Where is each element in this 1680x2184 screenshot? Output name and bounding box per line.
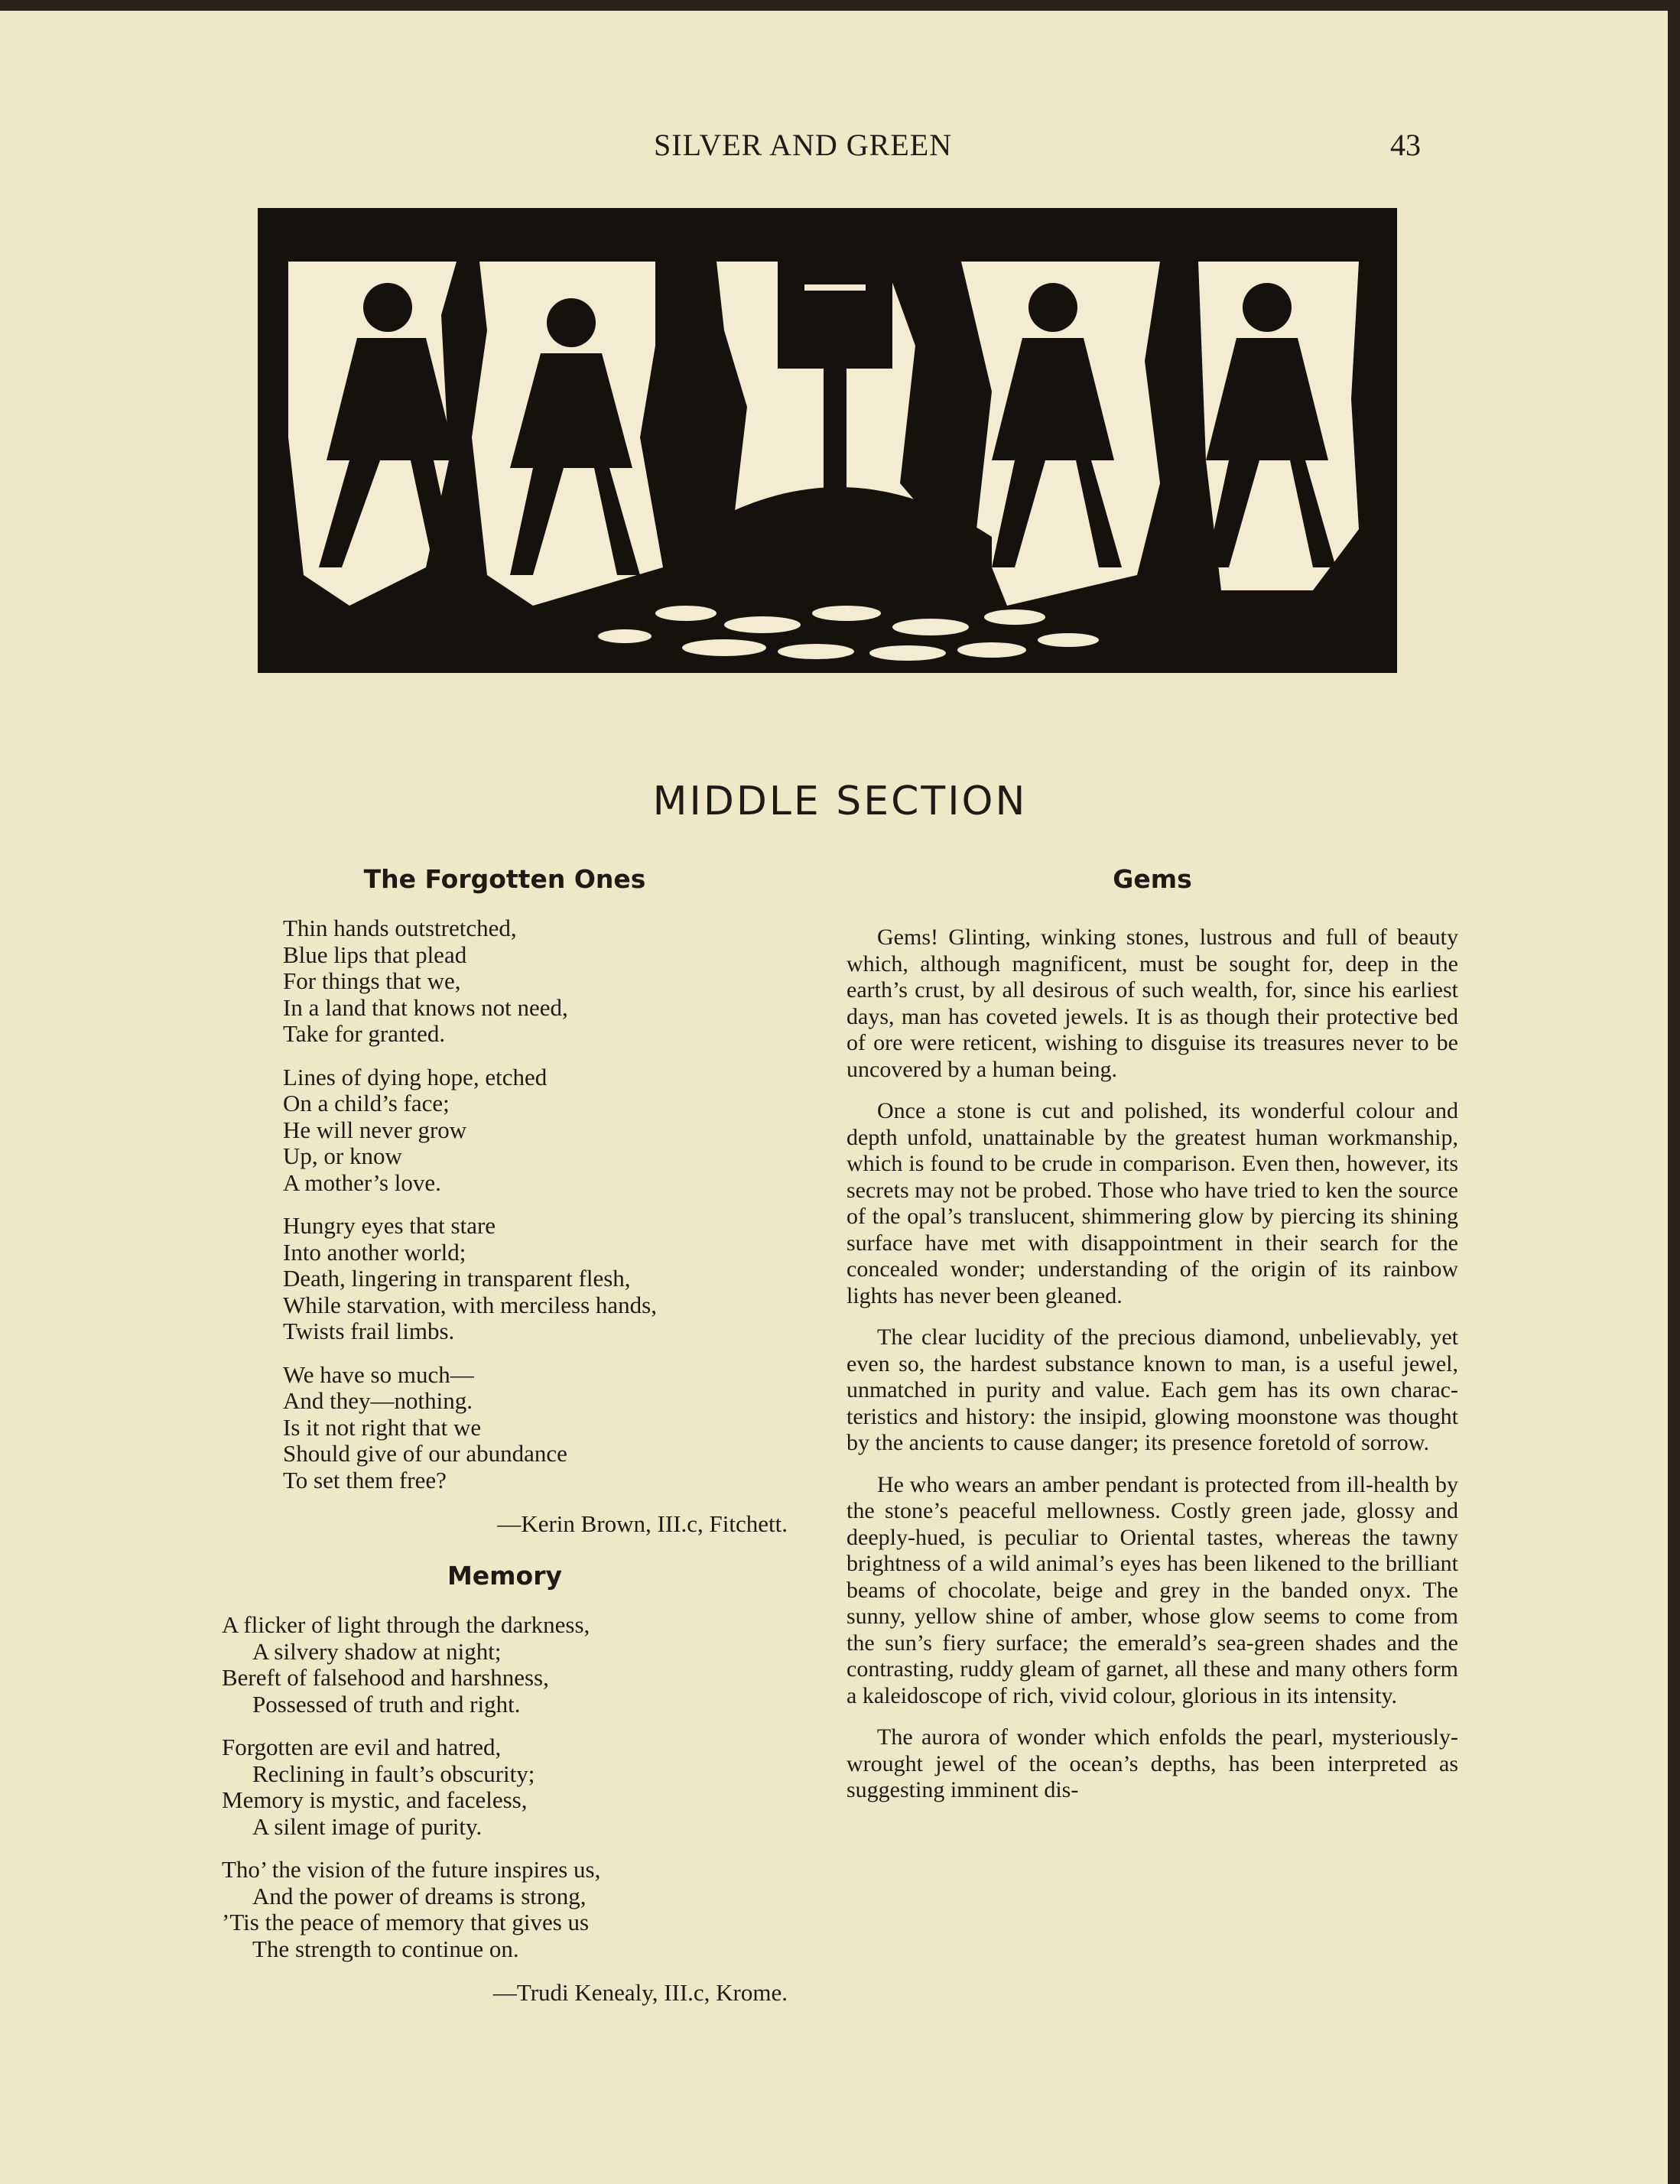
poem-forgotten-ones <box>222 864 788 1538</box>
poem-line: Take for granted. <box>283 1020 446 1047</box>
poem-line: Memory is mystic, and faceless, <box>222 1786 528 1813</box>
poem-memory <box>222 1561 788 2007</box>
poem-line: Blue lips that plead <box>283 941 467 968</box>
stanza <box>222 1734 788 1840</box>
poem-line: And they—nothing. <box>283 1387 473 1414</box>
poem-line: And the power of dreams is strong, <box>252 1882 587 1909</box>
poem-line: Twists frail limbs. <box>283 1318 455 1344</box>
poem-line: Death, lingering in transparent flesh, <box>283 1265 631 1292</box>
poem-line: ’Tis the peace of memory that gives us <box>222 1909 590 1935</box>
poem-line: In a land that knows not need, <box>283 993 568 1021</box>
stanza <box>222 1612 788 1718</box>
poem-line: A silvery shadow at night; <box>252 1637 502 1665</box>
page-number: 43 <box>1390 128 1421 162</box>
poem-line: For things that we, <box>283 967 461 994</box>
poem-line: To set them free? <box>283 1466 447 1493</box>
poem-line: Is it not right that we <box>283 1413 482 1441</box>
poem-line: A silent image of purity. <box>252 1812 483 1840</box>
essay-paragraph: He who wears an amber pendant is protected from ill-health by the stone’s peaceful mellowness. Costly green jade, glossy and deeply-hued, is peculiar to Oriental tastes, whereas the tawny brightness of a wild animal’s eyes has been likened to the brilliant beams of chocolate, beige and grey in the banded onyx. The sunny, yellow shine of amber, whose glow seems to come from the sun’s fiery surface; the emerald’s sea-green shades and the contrasting, ruddy gleam of garnet, all these and many others form a kaleidoscope of rich, vivid colour, glorious in its intensity. <box>846 1471 1458 1708</box>
poem-line: Bereft of falsehood and harshness, <box>222 1664 549 1691</box>
journal-title: SILVER AND GREEN <box>654 128 953 162</box>
poem-line: Up, or know <box>283 1142 402 1169</box>
poem-line: We have so much— <box>283 1360 474 1388</box>
poem-attribution: —Trudi Kenealy, III.c, Krome. <box>492 1979 788 2006</box>
poem-line: Tho’ the vision of the future inspires us, <box>222 1856 601 1883</box>
poem-title: The Forgotten Ones <box>363 864 646 894</box>
stanza <box>222 1857 788 1962</box>
essay-title: Gems <box>1113 864 1192 894</box>
poem-line: Possessed of truth and right. <box>252 1690 521 1718</box>
poem-line: Lines of dying hope, etched <box>283 1063 548 1090</box>
left-column <box>222 864 788 2030</box>
poem-line: A mother’s love. <box>283 1168 441 1196</box>
poem-line: On a child’s face; <box>283 1090 450 1116</box>
stanza <box>283 915 788 1048</box>
poem-title: Memory <box>447 1561 563 1591</box>
poem-line: Thin hands outstretched, <box>283 915 517 941</box>
silhouette-illustration <box>258 208 1397 673</box>
poem-line: He will never grow <box>283 1116 467 1143</box>
running-head <box>0 127 1680 173</box>
poem-line: Hungry eyes that stare <box>283 1212 496 1239</box>
poem-attribution: —Kerin Brown, III.c, Fitchett. <box>497 1510 788 1537</box>
page-binding-edge <box>1668 0 1680 2184</box>
essay-gems <box>846 864 1458 1819</box>
poem-line: Should give of our abundance <box>283 1440 567 1467</box>
essay-paragraph: Gems! Glinting, winking stones, lustrous and full of beauty which, although magnificent, must be sought for, deep in the earth’s crust, by all desirous of such wealth, for, since his earliest days, man has coveted jewels. It is as though their protective bed of ore were reticent, wishing to disguise its treasures never to be uncovered by a human being. <box>846 925 1458 1082</box>
essay-paragraph: The clear lucidity of the precious diamond, unbelievably, yet even so, the hardest substance known to man, is a useful jewel, unmatched in purity and value. Each gem has its own characteristics and history: the insipid, glowing moonstone was thought by the ancients to cause danger; its presence foretold of sorrow. <box>846 1324 1458 1455</box>
stanza <box>283 1213 788 1345</box>
poem-line: While starvation, with merciless hands, <box>283 1291 657 1318</box>
section-heading: MIDDLE SECTION <box>652 778 1028 824</box>
stanza <box>283 1064 788 1197</box>
poem-line: Reclining in fault’s obscurity; <box>252 1760 535 1787</box>
poem-line: Forgotten are evil and hatred, <box>222 1734 502 1760</box>
essay-paragraph: The aurora of wonder which enfolds the pearl, mysteriously-wrought jewel of the ocean’s depths, has been interpreted as suggesting imminent dis- <box>846 1724 1458 1802</box>
poem-line: Into another world; <box>283 1238 466 1266</box>
poem-line: A flicker of light through the darkness, <box>222 1611 590 1638</box>
page-top-edge <box>0 0 1680 11</box>
essay-paragraph: Once a stone is cut and polished, its wonderful colour and depth unfold, unattainable by the greatest human workmanship, which is found to be crude in comparison. Even then, however, its secrets may not be probed. Those who have tried to ken the source of the opal’s translucent, shimmering glow by piercing its shining surface have met with disappointment in their search for the concealed wonder; understanding of the origin of its rainbow lights has never been gleaned. <box>846 1098 1458 1308</box>
poem-line: The strength to continue on. <box>252 1935 519 1962</box>
stanza <box>283 1362 788 1494</box>
